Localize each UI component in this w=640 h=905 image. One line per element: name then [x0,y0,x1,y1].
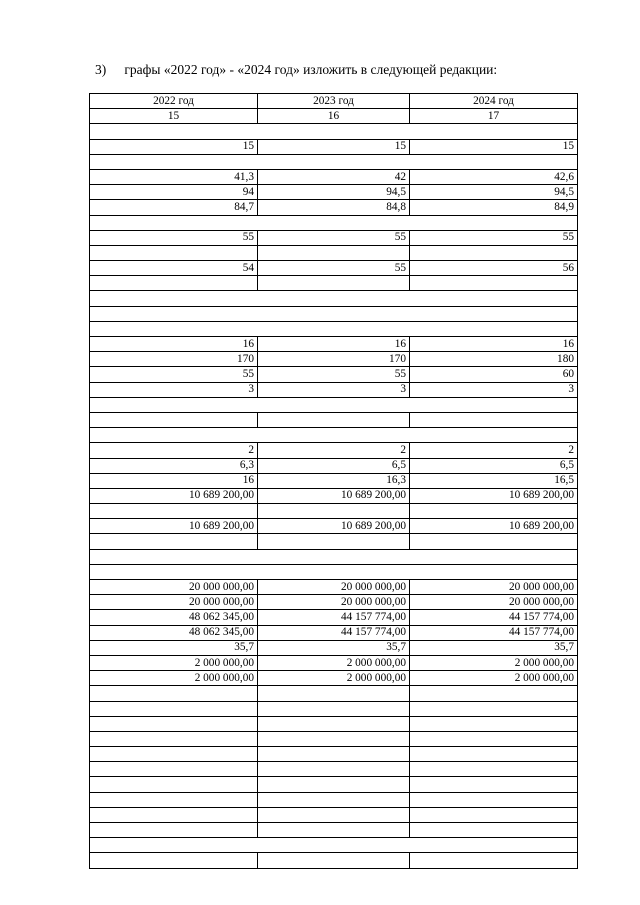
table-cell [410,747,578,762]
column-number: 16 [258,109,410,124]
table-cell: 42,6 [410,169,578,184]
years-table [89,93,578,869]
table-cell: 48 062 345,00 [90,625,258,640]
table-cell [258,807,410,822]
table-cell [410,245,578,260]
section-row [90,549,578,564]
table-cell [410,777,578,792]
section-row [90,564,578,579]
table-cell: 10 689 200,00 [258,488,410,503]
table-cell [258,686,410,701]
table-cell [90,777,258,792]
table-cell [90,731,258,746]
table-cell [410,792,578,807]
table-cell [258,747,410,762]
table-row [90,610,578,625]
column-number: 15 [90,109,258,124]
table-row [90,412,578,427]
table-row [90,169,578,184]
table-cell: 16,5 [410,473,578,488]
section-row [90,215,578,230]
header-2023: 2023 год [258,94,410,109]
table-cell: 44 157 774,00 [258,610,410,625]
table-row [90,716,578,731]
table-cell: 16,3 [258,473,410,488]
table-cell: 2 [410,443,578,458]
table-cell: 84,9 [410,200,578,215]
table-row [90,230,578,245]
table-cell [410,686,578,701]
section-cell [90,428,578,443]
table-row [90,747,578,762]
column-number: 17 [410,109,578,124]
table-cell: 16 [410,337,578,352]
table-row [90,488,578,503]
table-cell [258,823,410,838]
section-cell [90,564,578,579]
table-cell [90,412,258,427]
table-row [90,640,578,655]
table-cell: 60 [410,367,578,382]
table-cell [90,747,258,762]
table-cell: 20 000 000,00 [258,595,410,610]
table-cell [258,731,410,746]
table-cell: 170 [90,352,258,367]
table-body [90,94,578,869]
section-row [90,397,578,412]
section-row [90,154,578,169]
table-cell: 10 689 200,00 [410,519,578,534]
table-cell: 10 689 200,00 [90,519,258,534]
table-row [90,261,578,276]
table-cell: 6,3 [90,458,258,473]
table-cell: 16 [90,337,258,352]
table-cell: 94,5 [258,185,410,200]
table-cell: 20 000 000,00 [90,595,258,610]
table-cell [258,762,410,777]
table-row [90,595,578,610]
table-cell: 44 157 774,00 [258,625,410,640]
table-cell [90,504,258,519]
table-cell: 84,8 [258,200,410,215]
table-cell [258,792,410,807]
table-cell: 55 [90,367,258,382]
table-cell: 2 000 000,00 [90,671,258,686]
table-row [90,337,578,352]
table-cell [410,762,578,777]
table-row [90,519,578,534]
table-cell [410,412,578,427]
table-cell: 15 [258,139,410,154]
table-row [90,762,578,777]
section-cell [90,838,578,853]
table-cell [90,701,258,716]
table-cell [410,534,578,549]
table-row [90,245,578,260]
table-row [90,443,578,458]
table-row [90,382,578,397]
table-row [90,504,578,519]
column-number-row [90,109,578,124]
table-cell: 35,7 [410,640,578,655]
table-cell [90,762,258,777]
section-cell [90,306,578,321]
table-cell [410,853,578,868]
table-cell [90,276,258,291]
table-cell: 180 [410,352,578,367]
section-cell [90,154,578,169]
section-row [90,838,578,853]
section-cell [90,397,578,412]
table-cell: 2 000 000,00 [258,655,410,670]
table-cell: 41,3 [90,169,258,184]
table-row [90,686,578,701]
table-cell: 35,7 [258,640,410,655]
header-2024: 2024 год [410,94,578,109]
table-row [90,276,578,291]
table-cell: 2 000 000,00 [258,671,410,686]
section-cell [90,215,578,230]
table-cell [258,777,410,792]
table-cell: 55 [90,230,258,245]
table-cell [90,534,258,549]
table-cell: 2 000 000,00 [410,655,578,670]
table-cell: 20 000 000,00 [410,580,578,595]
table-row [90,458,578,473]
amendment-heading [95,62,497,78]
section-row [90,306,578,321]
section-cell [90,321,578,336]
table-row [90,671,578,686]
table-row [90,200,578,215]
table-cell: 20 000 000,00 [410,595,578,610]
table-cell [258,701,410,716]
table-row [90,185,578,200]
table-row [90,792,578,807]
table-cell [90,686,258,701]
table-cell: 2 [90,443,258,458]
table-cell: 84,7 [90,200,258,215]
table-cell: 54 [90,261,258,276]
section-cell [90,124,578,139]
table-cell [258,716,410,731]
table-cell: 170 [258,352,410,367]
table-cell [258,534,410,549]
table-cell [410,276,578,291]
table-cell: 44 157 774,00 [410,625,578,640]
table-row [90,580,578,595]
table-cell: 35,7 [90,640,258,655]
table-row [90,777,578,792]
table-cell [90,853,258,868]
table-row [90,701,578,716]
table-row [90,853,578,868]
table-cell [90,716,258,731]
table-cell [258,245,410,260]
table-cell [410,701,578,716]
table-cell: 10 689 200,00 [410,488,578,503]
table-cell: 48 062 345,00 [90,610,258,625]
heading-text: графы «2022 год» - «2024 год» изложить в следующей редакции: [124,62,498,77]
table-cell: 6,5 [410,458,578,473]
table-cell: 94,5 [410,185,578,200]
table-cell [90,823,258,838]
table-cell: 56 [410,261,578,276]
item-number: 3) [95,62,107,77]
table-cell: 6,5 [258,458,410,473]
table-cell: 15 [410,139,578,154]
table-cell [90,807,258,822]
table-cell: 55 [258,261,410,276]
table-cell [258,853,410,868]
table-cell: 16 [258,337,410,352]
table-row [90,534,578,549]
table-cell [410,731,578,746]
table-cell: 16 [90,473,258,488]
table-cell [410,716,578,731]
table-cell: 3 [410,382,578,397]
table-row [90,473,578,488]
section-row [90,428,578,443]
table-cell [258,276,410,291]
table-cell: 2 [258,443,410,458]
table-row [90,731,578,746]
table-row [90,139,578,154]
table-cell: 42 [258,169,410,184]
table-row [90,655,578,670]
section-row [90,291,578,306]
section-row [90,124,578,139]
table-cell [410,807,578,822]
section-cell [90,549,578,564]
table-cell: 2 000 000,00 [410,671,578,686]
table-cell: 3 [258,382,410,397]
table-cell [258,412,410,427]
table-cell [90,245,258,260]
table-cell [410,823,578,838]
table-cell [410,504,578,519]
table-row [90,625,578,640]
table-cell: 94 [90,185,258,200]
section-row [90,321,578,336]
header-row [90,94,578,109]
table-row [90,367,578,382]
table-cell: 55 [258,230,410,245]
table-row [90,352,578,367]
table-cell: 55 [410,230,578,245]
table-cell [90,792,258,807]
table-cell: 10 689 200,00 [258,519,410,534]
table-cell: 10 689 200,00 [90,488,258,503]
section-cell [90,291,578,306]
table-cell: 20 000 000,00 [258,580,410,595]
table-cell: 2 000 000,00 [90,655,258,670]
header-2022: 2022 год [90,94,258,109]
table-cell: 20 000 000,00 [90,580,258,595]
table-cell [258,504,410,519]
table-cell: 44 157 774,00 [410,610,578,625]
table-cell: 3 [90,382,258,397]
table-row [90,823,578,838]
table-cell: 15 [90,139,258,154]
table-cell: 55 [258,367,410,382]
table-row [90,807,578,822]
